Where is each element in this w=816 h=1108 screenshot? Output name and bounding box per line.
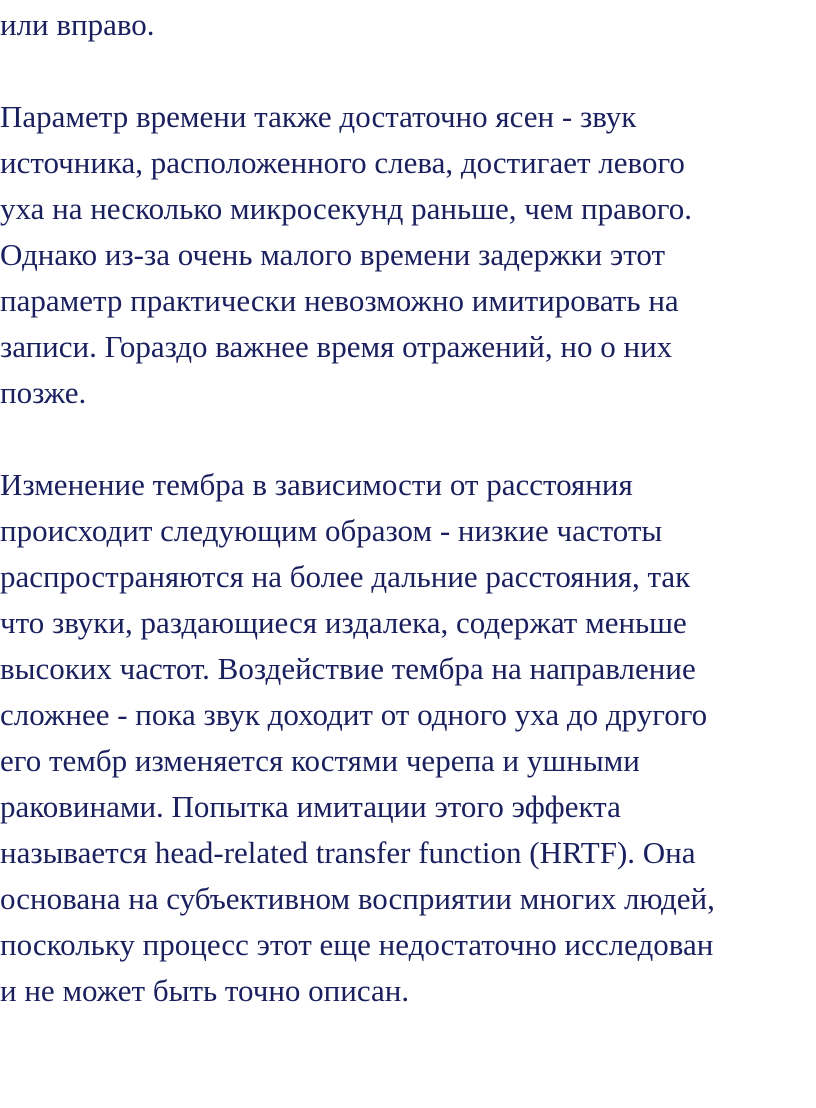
text-line: Однако из-за очень малого времени задержки этот — [0, 237, 666, 272]
text-line: источника, расположенного слева, достигает левого — [0, 145, 685, 180]
text-line: раковинами. Попытка имитации этого эффекта — [0, 789, 621, 824]
text-line: Параметр времени также достаточно ясен - звук — [0, 99, 637, 134]
text-line: основана на субъективном восприятии многих людей, — [0, 881, 715, 916]
text-line: распространяются на более дальние расстояния, так — [0, 559, 691, 594]
text-line: поскольку процесс этот еще недостаточно исследован — [0, 927, 714, 962]
text-line: его тембр изменяется костями черепа и ушными — [0, 743, 640, 778]
text-line: сложнее - пока звук доходит от одного уха до другого — [0, 697, 708, 732]
text-line: и не может быть точно описан. — [0, 973, 410, 1008]
text-line: параметр практически невозможно имитировать на — [0, 283, 679, 318]
text-line: Изменение тембра в зависимости от расстояния — [0, 467, 633, 502]
text-line: что звуки, раздающиеся издалека, содержат меньше — [0, 605, 687, 640]
text-line: или вправо. — [0, 7, 155, 42]
text-line: записи. Гораздо важнее время отражений, но о них — [0, 329, 673, 364]
text-line: называется head-related transfer function (HRTF). Она — [0, 835, 696, 870]
text-line: происходит следующим образом - низкие частоты — [0, 513, 663, 548]
text-line: высоких частот. Воздействие тембра на направление — [0, 651, 696, 686]
text-line: позже. — [0, 375, 87, 410]
text-line: уха на несколько микросекунд раньше, чем правого. — [0, 191, 692, 226]
